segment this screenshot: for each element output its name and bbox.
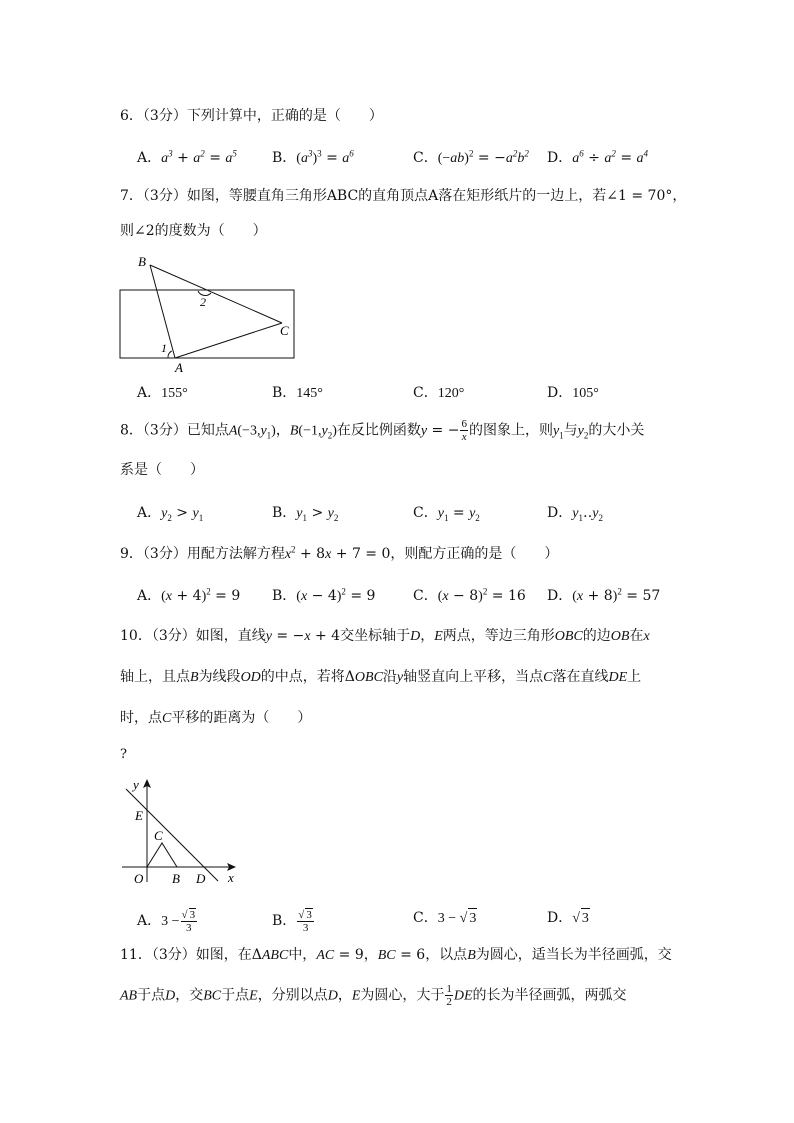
question-7-line-1: 7．（3分）如图，等腰直角三角形ABC的直角顶点A落在矩形纸片的一边上，若∠1 = 70°， — [120, 188, 687, 204]
label-2: 2 — [200, 295, 206, 309]
question-9-prompt: 9．（3分）用配方法解方程$x^2 + 8x + 7 = 0$，则配方正确的是（ ） — [120, 544, 559, 562]
label-1: 1 — [161, 341, 167, 355]
stray-question-mark: ? — [120, 747, 127, 762]
question-11-line-2: AB于点D，交BC于点E，分别以点D，E为圆心，大于 $\frac{1}{2}$ DE的长为半径画弧，两弧交 — [120, 983, 627, 1008]
question-11-line-1: 11．（3分）如图，在ΔABC中，AC = 9，BC = 6，以点B为圆心，适当长为半径画弧，交 — [120, 947, 672, 963]
q7-option-d: D．105° — [547, 385, 599, 401]
side-ac — [175, 323, 282, 358]
q8-option-a: A．$y_2 > y_1$ — [137, 505, 204, 523]
q8-option-c: C．$y_1 = y_2$ — [413, 505, 480, 523]
q7-option-c: C．120° — [413, 385, 465, 401]
label-c: C — [280, 323, 289, 338]
label-c: C — [154, 828, 163, 843]
q7-option-b: B．145° — [272, 385, 323, 401]
q10-option-d: D．√ 3 — [547, 908, 590, 929]
label-d: D — [196, 871, 206, 886]
label-y: y — [133, 777, 139, 792]
triangle-obc — [147, 843, 177, 867]
label-e: E — [135, 808, 143, 823]
q8-option-b: B．$y_1 > y_2$ — [272, 505, 339, 523]
angle-1-arc — [168, 351, 172, 358]
label-o: O — [134, 871, 144, 886]
q6-option-c: C．$(-ab)^2 = -a^2b^2$ — [413, 148, 529, 166]
q6-option-b: B．$(a^3)^3 = a^6$ — [272, 148, 354, 166]
q7-figure — [110, 250, 310, 380]
label-b: B — [138, 254, 146, 269]
question-8-line-2: 系是（ ） — [120, 462, 204, 478]
q10-option-b: B． $\frac{√ 3}{3}$ — [272, 909, 312, 934]
q10-option-c: C．3 − √ 3 — [413, 908, 477, 929]
label-b: B — [172, 871, 180, 886]
question-10-line-1: 10．（3分）如图，直线y = −x + 4交坐标轴于D，E两点，等边三角形OBC的边OB在x — [120, 628, 650, 644]
question-10-line-2: 轴上，且点B为线段OD的中点，若将ΔOBC沿y轴竖直向上平移，当点C落在直线DE上 — [120, 669, 642, 685]
q9-option-d: D．$(x + 8)^2 = 57$ — [547, 586, 661, 604]
q6-option-d: D．$a^6 \div a^2 = a^4$ — [547, 148, 649, 166]
q6-option-a: A．$a^3 + a^2 = a^5$ — [137, 148, 237, 166]
q9-option-c: C．$(x - 8)^2 = 16$ — [413, 586, 526, 604]
q9-option-b: B．$(x - 4)^2 = 9$ — [272, 586, 376, 604]
q10-option-a: A．3 − $\frac{√ 3}{3}$ — [137, 909, 196, 934]
side-bc — [150, 265, 282, 323]
question-6-prompt: 6．（3分）下列计算中，正确的是（ ） — [120, 108, 383, 124]
q9-option-a: A．$(x + 4)^2 = 9$ — [137, 586, 241, 604]
q10-figure — [112, 770, 252, 890]
question-7-line-2: 则∠2的度数为（ ） — [120, 223, 267, 239]
q7-option-a: A．155° — [137, 385, 188, 401]
question-8-line-1: 8．（3分）已知点$A(-3,y_1)$，$B(-1,y_2)$在反比例函数y = − $\frac{6}{x}$ 的图象上，则$y_1$与$y_2$的大小关 — [120, 418, 645, 443]
label-x: x — [228, 870, 234, 885]
label-a: A — [175, 360, 183, 375]
question-10-line-3: 时，点C平移的距离为（ ） — [120, 710, 312, 726]
q8-option-d: D．$y_1‥y_2$ — [547, 505, 604, 523]
